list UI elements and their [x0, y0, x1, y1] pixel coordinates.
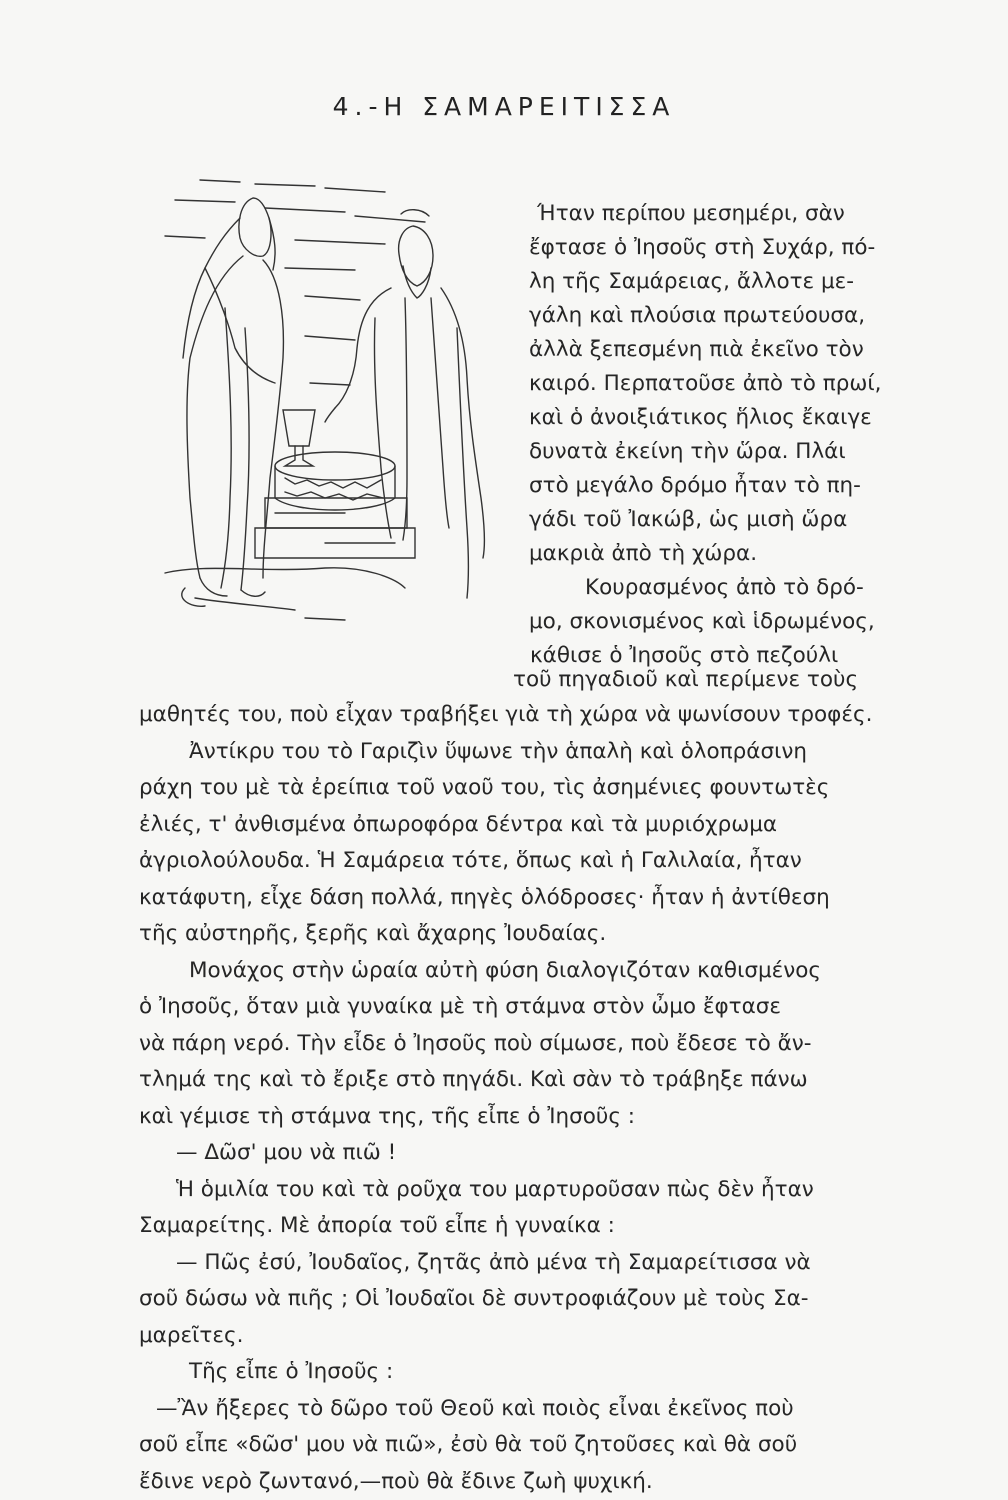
text-line: γάδι τοῦ Ἰακώβ, ὡς μισὴ ὥρα [529, 507, 848, 532]
illustration-drawing [145, 178, 515, 638]
text-line: —Ἂν ἤξερες τὸ δῶρο τοῦ Θεοῦ καὶ ποιὸς εἶναι ἐκεῖνος ποὺ [156, 1395, 794, 1421]
text-line: — Δῶσ' μου νὰ πιῶ ! [176, 1140, 397, 1165]
text-line: στὸ μεγάλο δρόμο ἦταν τὸ πη- [529, 473, 861, 498]
text-line: ἀλλὰ ξεπεσμένη πιὰ ἐκεῖνο τὸν [529, 337, 864, 362]
text-line: τοῦ πηγαδιοῦ καὶ περίμενε τοὺς [513, 667, 859, 692]
text-line: ἀγριολούλουδα. Ἡ Σαμάρεια τότε, ὅπως καὶ ἡ Γαλιλαία, ἦταν [139, 848, 802, 873]
well-illustration [145, 178, 515, 638]
text-line: σοῦ εἶπε «δῶσ' μου νὰ πιῶ», ἐσὺ θὰ τοῦ ζητοῦσες καὶ θὰ σοῦ [139, 1432, 798, 1457]
text-line: κάθισε ὁ Ἰησοῦς στὸ πεζούλι [530, 643, 839, 668]
text-line: γάλη καὶ πλούσια πρωτεύουσα, [529, 303, 866, 328]
text-line: καὶ γέμισε τὴ στάμνα της, τῆς εἶπε ὁ Ἰησοῦς : [139, 1103, 636, 1129]
text-line: — Πῶς ἐσύ, Ἰουδαῖος, ζητᾶς ἀπὸ μένα τὴ Σαμαρείτισσα νὰ [176, 1249, 811, 1275]
text-line: μακριὰ ἀπὸ τὴ χώρα. [529, 541, 758, 566]
text-line: καὶ ὁ ἀνοιξιάτικος ἥλιος ἔκαιγε [529, 405, 872, 430]
text-line: καιρό. Περπατοῦσε ἀπὸ τὸ πρωί, [529, 371, 882, 396]
text-line: μαθητές του, ποὺ εἶχαν τραβήξει γιὰ τὴ χώρα νὰ ψωνίσουν τροφές. [139, 702, 873, 727]
text-line: σοῦ δώσω νὰ πιῆς ; Οἱ Ἰουδαῖοι δὲ συντροφιάζουν μὲ τοὺς Σα- [139, 1286, 809, 1311]
text-line: ἔδινε νερὸ ζωντανό,—ποὺ θὰ ἔδινε ζωὴ ψυχική. [139, 1468, 653, 1494]
text-line: νὰ πάρη νερό. Τὴν εἶδε ὁ Ἰησοῦς ποὺ σίμωσε, ποὺ ἔδεσε τὸ ἄν- [139, 1030, 812, 1056]
text-line: Ἡ ὁμιλία του καὶ τὰ ροῦχα του μαρτυροῦσαν πὼς δὲν ἦταν [176, 1176, 814, 1202]
text-line: τλημά της καὶ τὸ ἔριξε στὸ πηγάδι. Καὶ σὰν τὸ τράβηξε πάνω [139, 1067, 808, 1092]
text-line: δυνατὰ ἐκείνη τὴν ὥρα. Πλάι [529, 439, 846, 464]
text-line: Ήταν περίπου μεσημέρι, σὰν [537, 201, 845, 226]
text-line: ἐλιές, τ' ἀνθισμένα ὀπωροφόρα δέντρα καὶ τὰ μυριόχρωμα [139, 811, 778, 837]
text-line: κατάφυτη, εἶχε δάση πολλά, πηγὲς ὁλόδροσες· ἦταν ἡ ἀντίθεση [139, 884, 830, 910]
text-line: μο, σκονισμένος καὶ ἱδρωμένος, [529, 609, 875, 634]
text-line: τῆς αὐστηρῆς, ξερῆς καὶ ἄχαρης Ἰουδαίας. [139, 921, 607, 946]
text-line: λη τῆς Σαμάρειας, ἄλλοτε με- [529, 269, 855, 294]
chapter-title: 4.-Η ΣΑΜΑΡΕΙΤΙΣΣΑ [332, 92, 676, 121]
text-line: Κουρασμένος ἀπὸ τὸ δρό- [585, 575, 864, 600]
text-line: Μονάχος στὴν ὡραία αὐτὴ φύση διαλογιζόταν καθισμένος [189, 957, 822, 983]
text-line: Ἀντίκρυ του τὸ Γαριζὶν ὕψωνε τὴν ἁπαλὴ καὶ ὁλοπράσινη [189, 738, 807, 764]
text-line: Τῆς εἶπε ὁ Ἰησοῦς : [189, 1359, 394, 1384]
text-line: Σαμαρείτης. Μὲ ἀπορία τοῦ εἶπε ἡ γυναίκα : [139, 1213, 615, 1238]
text-line: ράχη του μὲ τὰ ἐρείπια τοῦ ναοῦ του, τὶς ἀσημένιες φουντωτὲς [139, 775, 830, 800]
text-line: ὁ Ἰησοῦς, ὅταν μιὰ γυναίκα μὲ τὴ στάμνα στὸν ὦμο ἔφτασε [139, 994, 782, 1019]
text-line: ἔφτασε ὁ Ἰησοῦς στὴ Συχάρ, πό- [529, 235, 876, 260]
text-line: μαρεῖτες. [139, 1322, 244, 1348]
